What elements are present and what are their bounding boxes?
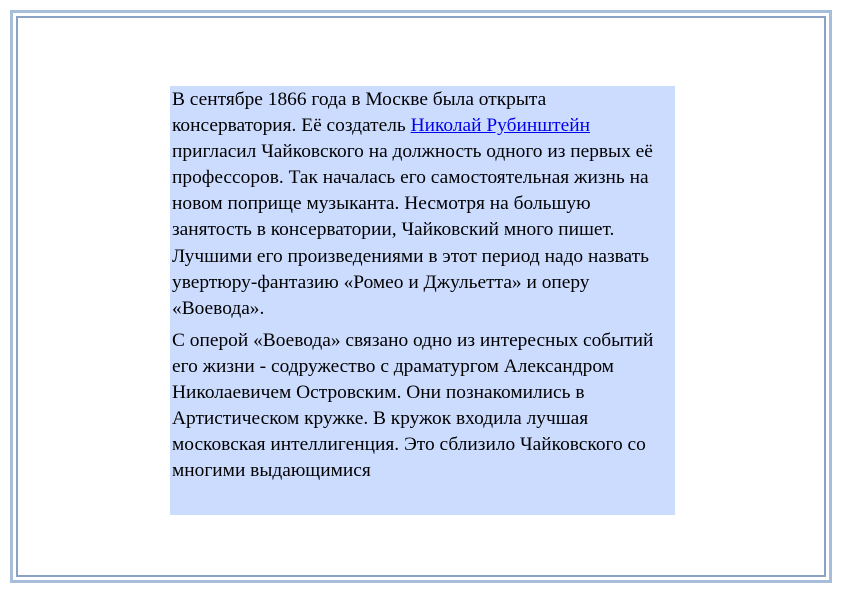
paragraph-1-text-start: В сентябре 1866 года в Москве была открыта консерватория. Её создатель bbox=[172, 89, 547, 137]
paragraph-2: С оперой «Воевода» связано одно из интересных событий его жизни - содружество с драматургом Александром Николаевичем Островским. Они познакомились в Артистическом кружке. В кружок входила лучшая московская интеллигенция. Это сблизило Чайковского со многими выдающимися bbox=[172, 329, 654, 482]
paragraph-1-text-end: пригласил Чайковского на должность одного из первых её профессоров. Так началась его самостоятельная жизнь на новом поприще музыканта. Несмотря на большую занятость в консерватории, Чайковский много пишет. Лучшими его произведениями в этот период надо назвать увертюру-фантазию «Ромео и Джульетта» и оперу «Воевода». bbox=[172, 141, 653, 319]
text-box bbox=[170, 86, 675, 515]
paragraph-1 bbox=[172, 87, 675, 322]
rubinstein-link[interactable]: Николай Рубинштейн bbox=[410, 115, 590, 137]
